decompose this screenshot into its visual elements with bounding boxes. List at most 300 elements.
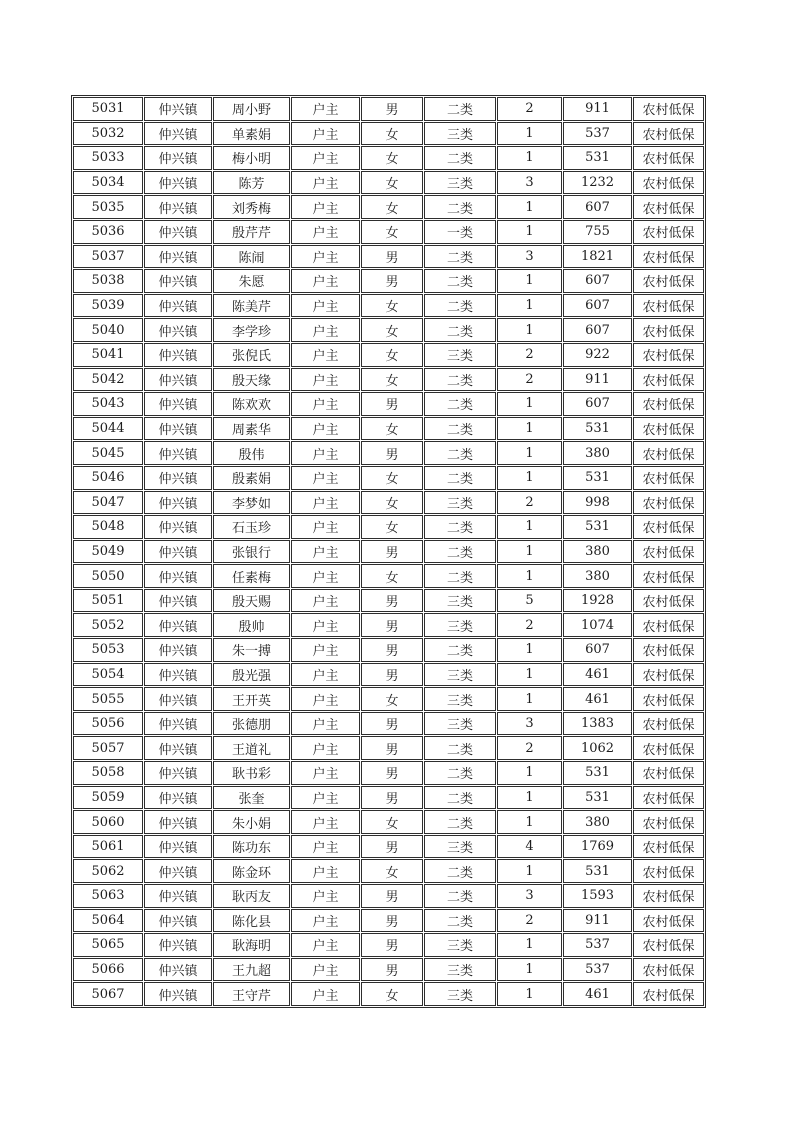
cell-household-size: 1 [497, 982, 562, 1006]
cell-relation-to-head: 户主 [291, 712, 360, 736]
cell-gender: 女 [361, 146, 423, 170]
cell-name: 王开英 [213, 687, 290, 711]
cell-gender: 男 [361, 663, 423, 687]
cell-name: 陈功东 [213, 835, 290, 859]
cell-relation-to-head: 户主 [291, 663, 360, 687]
cell-household-size: 2 [497, 368, 562, 392]
cell-amount: 1232 [563, 171, 632, 195]
table-row [73, 835, 704, 859]
cell-household-size: 1 [497, 417, 562, 441]
cell-gender: 男 [361, 786, 423, 810]
cell-assistance-type: 农村低保 [633, 318, 704, 342]
cell-town: 仲兴镇 [144, 122, 212, 146]
cell-gender: 男 [361, 245, 423, 269]
cell-gender: 女 [361, 171, 423, 195]
cell-household-size: 3 [497, 171, 562, 195]
cell-serial-number: 5053 [73, 638, 143, 662]
cell-serial-number: 5031 [73, 97, 143, 121]
cell-assistance-type: 农村低保 [633, 195, 704, 219]
cell-name: 张奎 [213, 786, 290, 810]
cell-town: 仲兴镇 [144, 884, 212, 908]
cell-amount: 1821 [563, 245, 632, 269]
cell-serial-number: 5064 [73, 909, 143, 933]
cell-gender: 女 [361, 122, 423, 146]
cell-assistance-type: 农村低保 [633, 540, 704, 564]
cell-serial-number: 5052 [73, 613, 143, 637]
cell-household-size: 1 [497, 269, 562, 293]
cell-relation-to-head: 户主 [291, 982, 360, 1006]
cell-household-size: 2 [497, 343, 562, 367]
cell-relation-to-head: 户主 [291, 810, 360, 834]
cell-household-size: 1 [497, 786, 562, 810]
cell-town: 仲兴镇 [144, 712, 212, 736]
cell-name: 任素梅 [213, 564, 290, 588]
cell-assistance-type: 农村低保 [633, 909, 704, 933]
cell-serial-number: 5061 [73, 835, 143, 859]
cell-category: 三类 [424, 958, 496, 982]
cell-amount: 607 [563, 638, 632, 662]
table-row [73, 761, 704, 785]
cell-relation-to-head: 户主 [291, 97, 360, 121]
cell-category: 二类 [424, 146, 496, 170]
cell-name: 陈化县 [213, 909, 290, 933]
cell-name: 周小野 [213, 97, 290, 121]
cell-serial-number: 5051 [73, 589, 143, 613]
cell-amount: 607 [563, 269, 632, 293]
cell-serial-number: 5066 [73, 958, 143, 982]
cell-town: 仲兴镇 [144, 195, 212, 219]
cell-assistance-type: 农村低保 [633, 343, 704, 367]
cell-town: 仲兴镇 [144, 589, 212, 613]
cell-town: 仲兴镇 [144, 343, 212, 367]
cell-household-size: 1 [497, 638, 562, 662]
cell-amount: 537 [563, 933, 632, 957]
cell-amount: 1383 [563, 712, 632, 736]
cell-household-size: 3 [497, 884, 562, 908]
table-row [73, 318, 704, 342]
cell-town: 仲兴镇 [144, 786, 212, 810]
cell-household-size: 2 [497, 736, 562, 760]
cell-serial-number: 5045 [73, 441, 143, 465]
cell-serial-number: 5056 [73, 712, 143, 736]
cell-gender: 男 [361, 613, 423, 637]
cell-serial-number: 5062 [73, 859, 143, 883]
cell-serial-number: 5044 [73, 417, 143, 441]
cell-category: 三类 [424, 687, 496, 711]
cell-name: 王道礼 [213, 736, 290, 760]
cell-town: 仲兴镇 [144, 564, 212, 588]
cell-category: 二类 [424, 909, 496, 933]
cell-relation-to-head: 户主 [291, 638, 360, 662]
cell-name: 陈金环 [213, 859, 290, 883]
table-body [73, 97, 704, 1006]
cell-category: 二类 [424, 245, 496, 269]
table-row [73, 515, 704, 539]
cell-town: 仲兴镇 [144, 441, 212, 465]
cell-name: 单素娟 [213, 122, 290, 146]
cell-amount: 607 [563, 318, 632, 342]
cell-category: 三类 [424, 613, 496, 637]
cell-assistance-type: 农村低保 [633, 712, 704, 736]
cell-town: 仲兴镇 [144, 417, 212, 441]
cell-assistance-type: 农村低保 [633, 810, 704, 834]
table-row [73, 564, 704, 588]
cell-serial-number: 5049 [73, 540, 143, 564]
cell-town: 仲兴镇 [144, 318, 212, 342]
cell-town: 仲兴镇 [144, 933, 212, 957]
cell-relation-to-head: 户主 [291, 786, 360, 810]
cell-amount: 380 [563, 540, 632, 564]
cell-town: 仲兴镇 [144, 269, 212, 293]
cell-name: 陈美芹 [213, 294, 290, 318]
cell-assistance-type: 农村低保 [633, 491, 704, 515]
cell-amount: 531 [563, 786, 632, 810]
table-row [73, 909, 704, 933]
cell-household-size: 1 [497, 318, 562, 342]
cell-gender: 男 [361, 909, 423, 933]
cell-category: 二类 [424, 392, 496, 416]
cell-name: 殷芹芹 [213, 220, 290, 244]
cell-relation-to-head: 户主 [291, 687, 360, 711]
cell-town: 仲兴镇 [144, 171, 212, 195]
cell-assistance-type: 农村低保 [633, 564, 704, 588]
cell-town: 仲兴镇 [144, 294, 212, 318]
cell-gender: 女 [361, 220, 423, 244]
cell-category: 三类 [424, 491, 496, 515]
cell-relation-to-head: 户主 [291, 245, 360, 269]
cell-category: 二类 [424, 540, 496, 564]
cell-category: 二类 [424, 195, 496, 219]
cell-category: 二类 [424, 810, 496, 834]
cell-category: 二类 [424, 761, 496, 785]
cell-category: 三类 [424, 589, 496, 613]
table-row [73, 97, 704, 121]
cell-amount: 755 [563, 220, 632, 244]
cell-town: 仲兴镇 [144, 220, 212, 244]
cell-household-size: 1 [497, 687, 562, 711]
cell-relation-to-head: 户主 [291, 343, 360, 367]
cell-relation-to-head: 户主 [291, 491, 360, 515]
cell-gender: 女 [361, 195, 423, 219]
cell-household-size: 2 [497, 491, 562, 515]
cell-serial-number: 5037 [73, 245, 143, 269]
cell-name: 殷天赐 [213, 589, 290, 613]
cell-name: 王守芹 [213, 982, 290, 1006]
cell-town: 仲兴镇 [144, 97, 212, 121]
cell-gender: 女 [361, 318, 423, 342]
cell-town: 仲兴镇 [144, 663, 212, 687]
cell-relation-to-head: 户主 [291, 392, 360, 416]
table-row [73, 171, 704, 195]
table-row [73, 294, 704, 318]
cell-category: 三类 [424, 835, 496, 859]
cell-town: 仲兴镇 [144, 761, 212, 785]
cell-serial-number: 5067 [73, 982, 143, 1006]
cell-town: 仲兴镇 [144, 958, 212, 982]
cell-household-size: 2 [497, 909, 562, 933]
cell-category: 二类 [424, 638, 496, 662]
table-row [73, 663, 704, 687]
cell-serial-number: 5035 [73, 195, 143, 219]
cell-amount: 1062 [563, 736, 632, 760]
cell-household-size: 5 [497, 589, 562, 613]
cell-serial-number: 5057 [73, 736, 143, 760]
cell-amount: 1593 [563, 884, 632, 908]
cell-name: 陈闹 [213, 245, 290, 269]
cell-assistance-type: 农村低保 [633, 368, 704, 392]
cell-gender: 男 [361, 958, 423, 982]
cell-assistance-type: 农村低保 [633, 294, 704, 318]
table-row [73, 810, 704, 834]
cell-name: 陈欢欢 [213, 392, 290, 416]
cell-serial-number: 5048 [73, 515, 143, 539]
cell-name: 张德朋 [213, 712, 290, 736]
cell-serial-number: 5059 [73, 786, 143, 810]
cell-category: 三类 [424, 171, 496, 195]
cell-household-size: 1 [497, 564, 562, 588]
cell-amount: 1769 [563, 835, 632, 859]
cell-assistance-type: 农村低保 [633, 269, 704, 293]
table-row [73, 958, 704, 982]
cell-town: 仲兴镇 [144, 466, 212, 490]
cell-serial-number: 5055 [73, 687, 143, 711]
cell-household-size: 2 [497, 97, 562, 121]
cell-household-size: 1 [497, 761, 562, 785]
cell-town: 仲兴镇 [144, 687, 212, 711]
cell-assistance-type: 农村低保 [633, 859, 704, 883]
cell-town: 仲兴镇 [144, 368, 212, 392]
cell-household-size: 3 [497, 712, 562, 736]
cell-amount: 380 [563, 441, 632, 465]
table-row [73, 441, 704, 465]
cell-category: 二类 [424, 269, 496, 293]
cell-assistance-type: 农村低保 [633, 171, 704, 195]
cell-name: 刘秀梅 [213, 195, 290, 219]
cell-gender: 女 [361, 687, 423, 711]
cell-gender: 男 [361, 441, 423, 465]
cell-category: 二类 [424, 466, 496, 490]
cell-assistance-type: 农村低保 [633, 589, 704, 613]
cell-relation-to-head: 户主 [291, 540, 360, 564]
cell-amount: 911 [563, 368, 632, 392]
cell-gender: 男 [361, 638, 423, 662]
cell-amount: 911 [563, 97, 632, 121]
cell-gender: 男 [361, 269, 423, 293]
cell-relation-to-head: 户主 [291, 441, 360, 465]
cell-amount: 380 [563, 810, 632, 834]
cell-amount: 531 [563, 466, 632, 490]
cell-town: 仲兴镇 [144, 736, 212, 760]
cell-amount: 531 [563, 417, 632, 441]
cell-amount: 531 [563, 146, 632, 170]
cell-category: 二类 [424, 97, 496, 121]
cell-gender: 女 [361, 466, 423, 490]
cell-household-size: 1 [497, 220, 562, 244]
cell-town: 仲兴镇 [144, 515, 212, 539]
table-row [73, 613, 704, 637]
cell-household-size: 1 [497, 294, 562, 318]
table-row [73, 269, 704, 293]
cell-name: 殷伟 [213, 441, 290, 465]
cell-serial-number: 5033 [73, 146, 143, 170]
cell-relation-to-head: 户主 [291, 269, 360, 293]
cell-name: 耿海明 [213, 933, 290, 957]
cell-assistance-type: 农村低保 [633, 884, 704, 908]
cell-relation-to-head: 户主 [291, 171, 360, 195]
cell-serial-number: 5042 [73, 368, 143, 392]
cell-name: 陈芳 [213, 171, 290, 195]
cell-amount: 922 [563, 343, 632, 367]
cell-gender: 男 [361, 933, 423, 957]
cell-amount: 461 [563, 687, 632, 711]
cell-household-size: 1 [497, 810, 562, 834]
cell-household-size: 1 [497, 122, 562, 146]
cell-gender: 女 [361, 810, 423, 834]
cell-serial-number: 5047 [73, 491, 143, 515]
cell-serial-number: 5043 [73, 392, 143, 416]
cell-relation-to-head: 户主 [291, 122, 360, 146]
cell-relation-to-head: 户主 [291, 761, 360, 785]
cell-serial-number: 5046 [73, 466, 143, 490]
cell-name: 张银行 [213, 540, 290, 564]
cell-name: 李学珍 [213, 318, 290, 342]
cell-assistance-type: 农村低保 [633, 933, 704, 957]
cell-category: 三类 [424, 982, 496, 1006]
cell-category: 三类 [424, 663, 496, 687]
cell-amount: 607 [563, 294, 632, 318]
cell-town: 仲兴镇 [144, 613, 212, 637]
cell-town: 仲兴镇 [144, 392, 212, 416]
cell-gender: 男 [361, 736, 423, 760]
cell-relation-to-head: 户主 [291, 146, 360, 170]
cell-relation-to-head: 户主 [291, 195, 360, 219]
cell-relation-to-head: 户主 [291, 909, 360, 933]
table-row [73, 859, 704, 883]
cell-relation-to-head: 户主 [291, 318, 360, 342]
cell-assistance-type: 农村低保 [633, 245, 704, 269]
cell-assistance-type: 农村低保 [633, 220, 704, 244]
cell-gender: 女 [361, 982, 423, 1006]
cell-category: 二类 [424, 564, 496, 588]
cell-gender: 女 [361, 564, 423, 588]
cell-serial-number: 5060 [73, 810, 143, 834]
cell-household-size: 1 [497, 663, 562, 687]
cell-amount: 531 [563, 859, 632, 883]
cell-category: 二类 [424, 515, 496, 539]
cell-gender: 女 [361, 859, 423, 883]
table-row [73, 982, 704, 1006]
cell-amount: 380 [563, 564, 632, 588]
cell-name: 张倪氏 [213, 343, 290, 367]
cell-relation-to-head: 户主 [291, 613, 360, 637]
cell-category: 三类 [424, 712, 496, 736]
table-row [73, 392, 704, 416]
cell-name: 殷帅 [213, 613, 290, 637]
cell-assistance-type: 农村低保 [633, 736, 704, 760]
cell-name: 李梦如 [213, 491, 290, 515]
table-row [73, 712, 704, 736]
cell-amount: 998 [563, 491, 632, 515]
cell-serial-number: 5036 [73, 220, 143, 244]
cell-name: 朱一搏 [213, 638, 290, 662]
cell-relation-to-head: 户主 [291, 294, 360, 318]
cell-serial-number: 5041 [73, 343, 143, 367]
cell-assistance-type: 农村低保 [633, 958, 704, 982]
cell-assistance-type: 农村低保 [633, 441, 704, 465]
cell-household-size: 4 [497, 835, 562, 859]
cell-gender: 男 [361, 884, 423, 908]
cell-relation-to-head: 户主 [291, 220, 360, 244]
cell-amount: 461 [563, 663, 632, 687]
cell-assistance-type: 农村低保 [633, 122, 704, 146]
cell-serial-number: 5038 [73, 269, 143, 293]
cell-relation-to-head: 户主 [291, 417, 360, 441]
cell-household-size: 1 [497, 958, 562, 982]
cell-gender: 男 [361, 589, 423, 613]
cell-serial-number: 5032 [73, 122, 143, 146]
cell-household-size: 2 [497, 613, 562, 637]
table-row [73, 195, 704, 219]
cell-relation-to-head: 户主 [291, 884, 360, 908]
cell-household-size: 1 [497, 540, 562, 564]
cell-relation-to-head: 户主 [291, 859, 360, 883]
cell-category: 三类 [424, 122, 496, 146]
cell-assistance-type: 农村低保 [633, 392, 704, 416]
cell-serial-number: 5039 [73, 294, 143, 318]
cell-gender: 男 [361, 540, 423, 564]
cell-gender: 女 [361, 515, 423, 539]
table-row [73, 687, 704, 711]
cell-gender: 女 [361, 343, 423, 367]
cell-town: 仲兴镇 [144, 245, 212, 269]
cell-amount: 461 [563, 982, 632, 1006]
cell-serial-number: 5054 [73, 663, 143, 687]
table-row [73, 638, 704, 662]
cell-household-size: 1 [497, 195, 562, 219]
cell-relation-to-head: 户主 [291, 564, 360, 588]
cell-gender: 男 [361, 761, 423, 785]
table-row [73, 343, 704, 367]
cell-town: 仲兴镇 [144, 859, 212, 883]
table-row [73, 540, 704, 564]
cell-serial-number: 5063 [73, 884, 143, 908]
cell-relation-to-head: 户主 [291, 933, 360, 957]
cell-relation-to-head: 户主 [291, 515, 360, 539]
cell-town: 仲兴镇 [144, 982, 212, 1006]
cell-serial-number: 5034 [73, 171, 143, 195]
cell-category: 一类 [424, 220, 496, 244]
cell-category: 二类 [424, 736, 496, 760]
cell-town: 仲兴镇 [144, 835, 212, 859]
cell-name: 殷天缘 [213, 368, 290, 392]
table-row [73, 589, 704, 613]
cell-category: 二类 [424, 417, 496, 441]
table-row [73, 417, 704, 441]
cell-assistance-type: 农村低保 [633, 146, 704, 170]
cell-amount: 1074 [563, 613, 632, 637]
cell-category: 二类 [424, 368, 496, 392]
cell-name: 耿书彩 [213, 761, 290, 785]
welfare-recipient-table [71, 95, 706, 1008]
cell-household-size: 1 [497, 392, 562, 416]
cell-name: 王九超 [213, 958, 290, 982]
cell-assistance-type: 农村低保 [633, 466, 704, 490]
cell-serial-number: 5040 [73, 318, 143, 342]
cell-amount: 1928 [563, 589, 632, 613]
cell-category: 三类 [424, 933, 496, 957]
table-row [73, 736, 704, 760]
cell-relation-to-head: 户主 [291, 958, 360, 982]
